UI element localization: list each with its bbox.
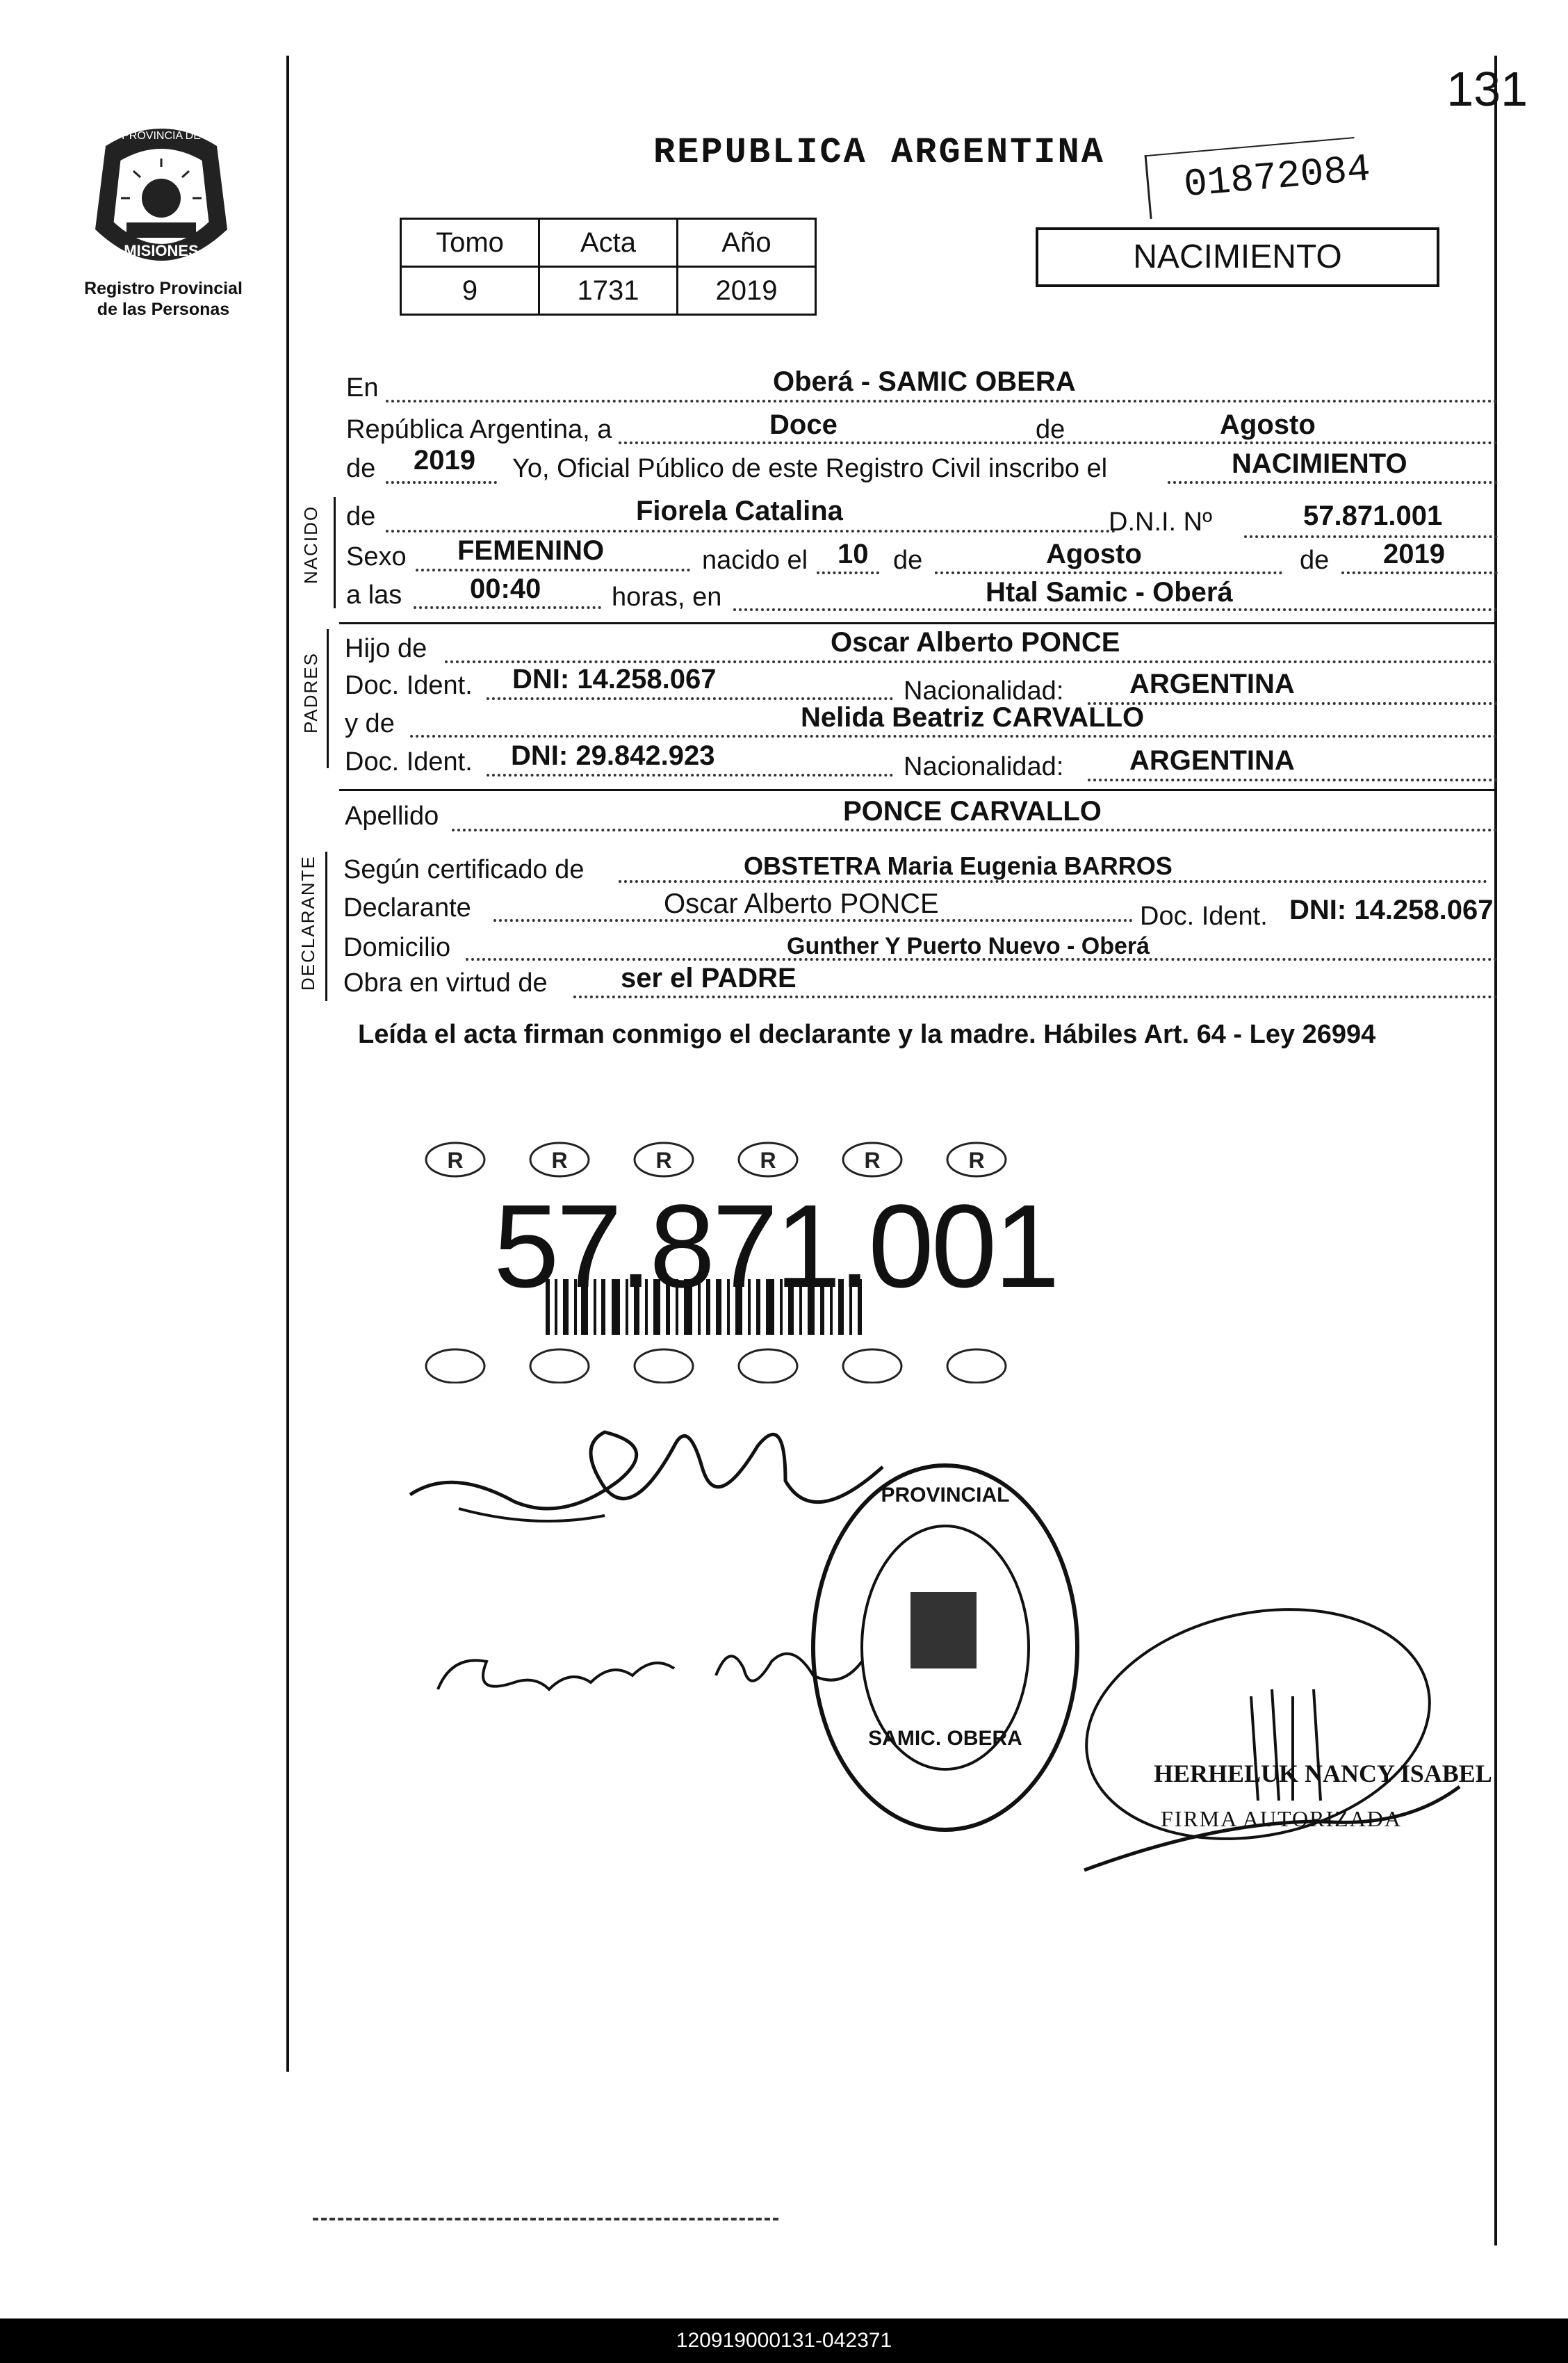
side-label-nacido: NACIDO — [300, 505, 321, 584]
dots-lugar-nac — [733, 608, 1498, 611]
value-nombre: Fiorela Catalina — [636, 496, 843, 526]
label-de-mes: de — [893, 546, 923, 575]
dots-de-anio — [386, 481, 497, 484]
value-sexo: FEMENINO — [457, 535, 605, 566]
label-doc-ident-madre: Doc. Ident. — [345, 747, 473, 777]
dots-anio-nac — [1341, 571, 1498, 574]
record-table-header-acta: Acta — [539, 219, 678, 267]
nacido-bracket — [334, 497, 336, 608]
label-hijo-de: Hijo de — [345, 634, 427, 663]
svg-text:R: R — [864, 1148, 881, 1173]
dots-hora — [414, 606, 601, 609]
label-en: En — [346, 373, 379, 403]
country-title: REPUBLICA ARGENTINA — [653, 132, 1105, 173]
svg-text:PROVINCIA DE: PROVINCIA DE — [122, 130, 201, 142]
label-a-las: a las — [346, 580, 402, 610]
svg-text:PROVINCIAL: PROVINCIAL — [881, 1484, 1010, 1507]
value-declarante-doc: DNI: 14.258.067 — [1289, 895, 1494, 925]
act-type-box: NACIMIENTO — [1036, 227, 1439, 287]
value-dni: 57.871.001 — [1303, 501, 1443, 531]
official-name: HERHELUK NANCY ISABEL — [1154, 1760, 1492, 1787]
value-declarante: Oscar Alberto PONCE — [664, 888, 939, 919]
side-label-padres: PADRES — [300, 652, 321, 733]
left-margin-line — [286, 56, 289, 2072]
dni-label-number: 57.871.001 — [493, 1180, 1057, 1313]
dots-madre — [410, 735, 1498, 738]
record-table-anio: 2019 — [678, 267, 816, 315]
closing-note: Leída el acta firman conmigo el declarante y la madre. Hábiles Art. 64 - Ley 26994 — [358, 1020, 1376, 1049]
value-padre: Oscar Alberto PONCE — [831, 627, 1120, 658]
label-de-2: de — [346, 454, 376, 483]
value-madre: Nelida Beatriz CARVALLO — [801, 702, 1145, 733]
record-table-header-tomo: Tomo — [401, 219, 539, 267]
dots-dni — [1244, 535, 1498, 538]
official-title: FIRMA AUTORIZADA — [1161, 1806, 1402, 1831]
label-de-1: de — [1036, 415, 1065, 444]
value-padre-nacionalidad: ARGENTINA — [1129, 669, 1295, 699]
label-y-de: y de — [345, 709, 395, 738]
value-domicilio: Gunther Y Puerto Nuevo - Oberá — [787, 933, 1150, 959]
label-yo-oficial: Yo, Oficial Público de este Registro Civil inscribo el — [512, 454, 1108, 483]
value-dia-nacimiento: 10 — [838, 539, 869, 569]
value-lugar-nacimiento: Htal Samic - Oberá — [986, 577, 1233, 608]
value-lugar: Oberá - SAMIC OBERA — [773, 366, 1076, 397]
registry-caption-line-1: Registro Provincial — [84, 279, 243, 298]
svg-text:R: R — [447, 1148, 464, 1173]
value-hora: 00:40 — [470, 574, 541, 604]
record-table-header-anio: Año — [678, 219, 816, 267]
label-segun-certificado: Según certificado de — [343, 855, 585, 884]
dots-acto — [1168, 481, 1498, 484]
dots-sexo — [416, 569, 690, 571]
registry-caption — [70, 278, 257, 320]
value-dia-letras: Doce — [769, 409, 838, 440]
svg-text:R: R — [551, 1148, 568, 1173]
dots-mes-nac — [935, 571, 1282, 574]
registry-logo — [78, 118, 245, 278]
value-madre-nacionalidad: ARGENTINA — [1129, 745, 1295, 776]
value-certificado: OBSTETRA Maria Eugenia BARROS — [744, 852, 1173, 880]
svg-text:R: R — [760, 1148, 776, 1173]
divider-padres — [339, 789, 1496, 791]
dots-nombre — [386, 530, 1116, 533]
label-declarante: Declarante — [343, 893, 471, 923]
dots-en-virtud — [573, 996, 1498, 998]
label-doc-ident-padre: Doc. Ident. — [345, 671, 473, 700]
svg-text:MISIONES: MISIONES — [124, 242, 199, 259]
padres-bracket — [327, 629, 329, 768]
label-sexo: Sexo — [346, 542, 407, 571]
svg-text:SAMIC. OBERA: SAMIC. OBERA — [868, 1727, 1022, 1750]
dots-dia-nac — [817, 571, 879, 574]
label-de-anio: de — [1300, 546, 1330, 575]
svg-text:R: R — [968, 1148, 985, 1173]
label-apellido: Apellido — [345, 802, 439, 831]
value-mes-inscripcion: Agosto — [1220, 409, 1316, 440]
record-table — [400, 218, 817, 316]
page-number: 131 — [1446, 62, 1528, 116]
declarante-bracket — [325, 852, 327, 1001]
label-horas-en: horas, en — [612, 583, 722, 612]
registry-caption-line-2: de las Personas — [97, 300, 230, 319]
dots-madre-doc — [487, 774, 893, 777]
label-domicilio: Domicilio — [343, 933, 451, 962]
label-republica-a: República Argentina, a — [346, 415, 612, 444]
dots-padre — [445, 660, 1498, 663]
dots-en — [386, 400, 1498, 403]
bottom-dash-mark — [313, 2218, 778, 2220]
dots-apellido — [452, 829, 1498, 831]
side-label-declarante: DECLARANTE — [297, 855, 318, 991]
record-table-tomo: 9 — [401, 267, 539, 315]
value-acto: NACIMIENTO — [1232, 448, 1407, 479]
value-apellido: PONCE CARVALLO — [843, 796, 1102, 827]
label-nacionalidad-madre: Nacionalidad: — [904, 752, 1064, 781]
value-mes-nacimiento: Agosto — [1046, 539, 1142, 569]
label-nacionalidad-padre: Nacionalidad: — [904, 676, 1064, 706]
serial-number: 01872084 — [1182, 147, 1373, 208]
record-table-acta: 1731 — [539, 267, 678, 315]
value-padre-doc: DNI: 14.258.067 — [512, 664, 717, 695]
divider-nacido — [339, 622, 1496, 624]
label-nacido-el: nacido el — [702, 546, 808, 575]
value-madre-doc: DNI: 29.842.923 — [511, 740, 715, 771]
svg-text:R: R — [655, 1148, 672, 1173]
label-obra-en-virtud: Obra en virtud de — [343, 968, 548, 998]
footer-code: 120919000131-042371 — [0, 2319, 1568, 2363]
label-dni-no: D.N.I. Nº — [1109, 507, 1212, 537]
dots-padre-doc — [487, 697, 893, 700]
label-doc-ident-declarante: Doc. Ident. — [1140, 902, 1268, 931]
signature-official — [1043, 1592, 1487, 1912]
right-margin-line — [1494, 56, 1497, 2246]
value-anio-nacimiento: 2019 — [1383, 539, 1445, 569]
serial-stamp — [1145, 137, 1373, 219]
dots-padre-nac — [1088, 702, 1498, 705]
dots-madre-nac — [1088, 779, 1498, 781]
label-de-nombre: de — [346, 502, 376, 531]
value-en-virtud: ser el PADRE — [621, 963, 797, 993]
value-anio-inscripcion: 2019 — [414, 445, 475, 476]
